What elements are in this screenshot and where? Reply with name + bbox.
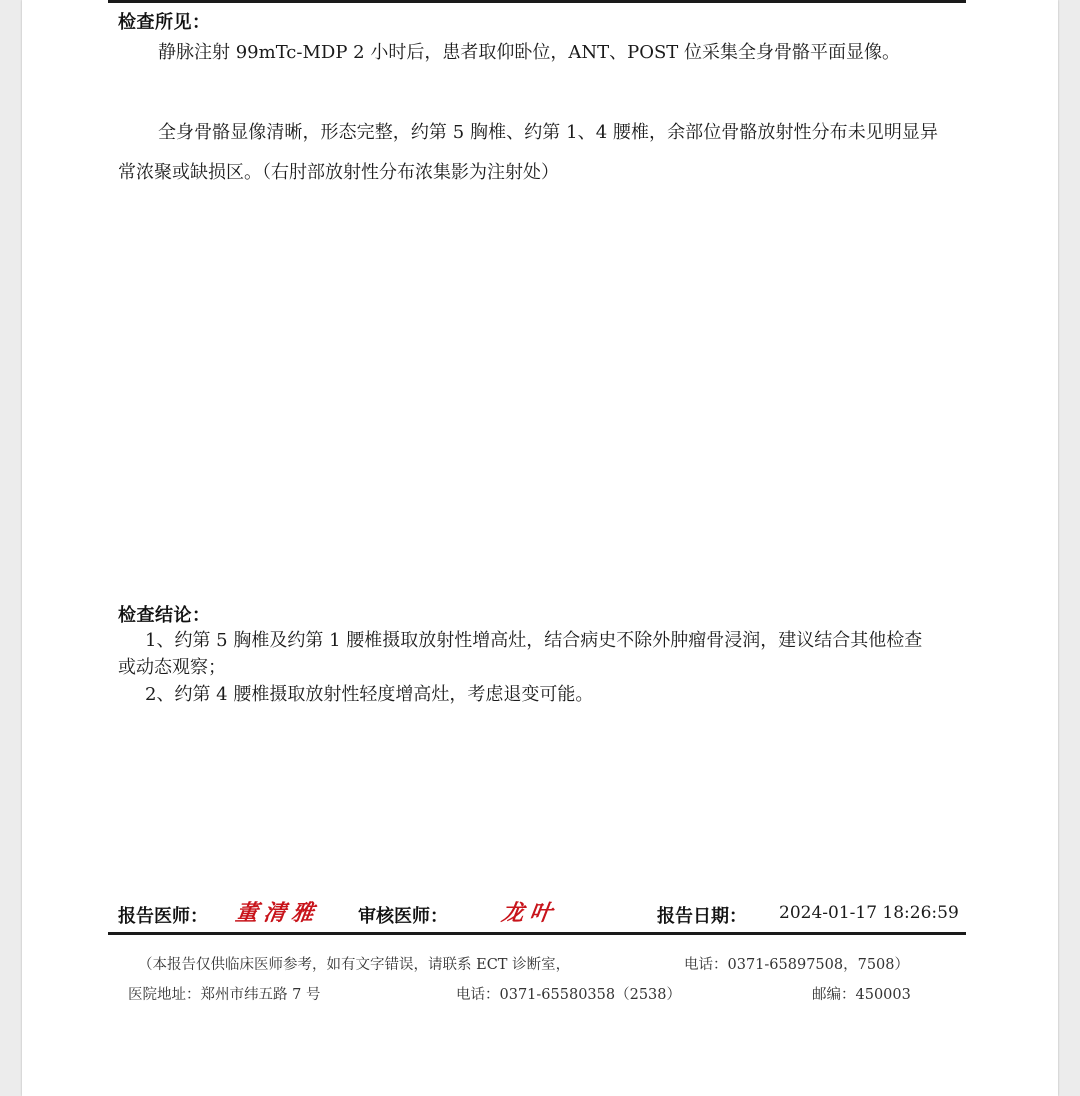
- footer-postcode: 邮编：450003: [812, 987, 911, 1003]
- conclusion-heading: 检查结论：: [118, 605, 211, 626]
- reporter-signature: 董清雅: [233, 900, 322, 926]
- report-page: [22, 0, 1058, 1096]
- reporter-label: 报告医师：: [118, 906, 208, 927]
- footer-address: 医院地址：郑州市纬五路 7 号: [128, 987, 321, 1003]
- report-date-value: 2024-01-17 18:26:59: [779, 903, 959, 923]
- reviewer-label: 审核医师：: [358, 906, 448, 927]
- findings-paragraph-2: 全身骨骼显像清晰，形态完整，约第 5 胸椎、约第 1、4 腰椎，余部位骨骼放射性分布未见明显异常浓聚或缺损区。（右肘部放射性分布浓集影为注射处）: [118, 122, 938, 183]
- findings-heading: 检查所见：: [118, 12, 211, 33]
- top-rule: [108, 0, 966, 3]
- footer-hospital-phone: 电话：0371-65580358（2538）: [456, 987, 682, 1003]
- conclusion-item-2: 2、约第 4 腰椎摄取放射性轻度增高灶，考虑退变可能。: [145, 684, 594, 705]
- footer-dept-phone: 电话：0371-65897508，7508）: [684, 957, 910, 973]
- conclusion-item-1: 1、约第 5 胸椎及约第 1 腰椎摄取放射性增高灶，结合病史不除外肿瘤骨浸润，建议结合其他检查或动态观察；: [118, 630, 923, 678]
- report-date-label: 报告日期：: [657, 906, 747, 927]
- reviewer-signature: 龙叶: [499, 900, 560, 926]
- bottom-rule: [108, 932, 966, 935]
- findings-paragraph-1: 静脉注射 99mTc-MDP 2 小时后，患者取仰卧位，ANT、POST 位采集全身骨骼平面显像。: [158, 42, 901, 63]
- footer-disclaimer: （本报告仅供临床医师参考，如有文字错误，请联系 ECT 诊断室，: [138, 957, 571, 973]
